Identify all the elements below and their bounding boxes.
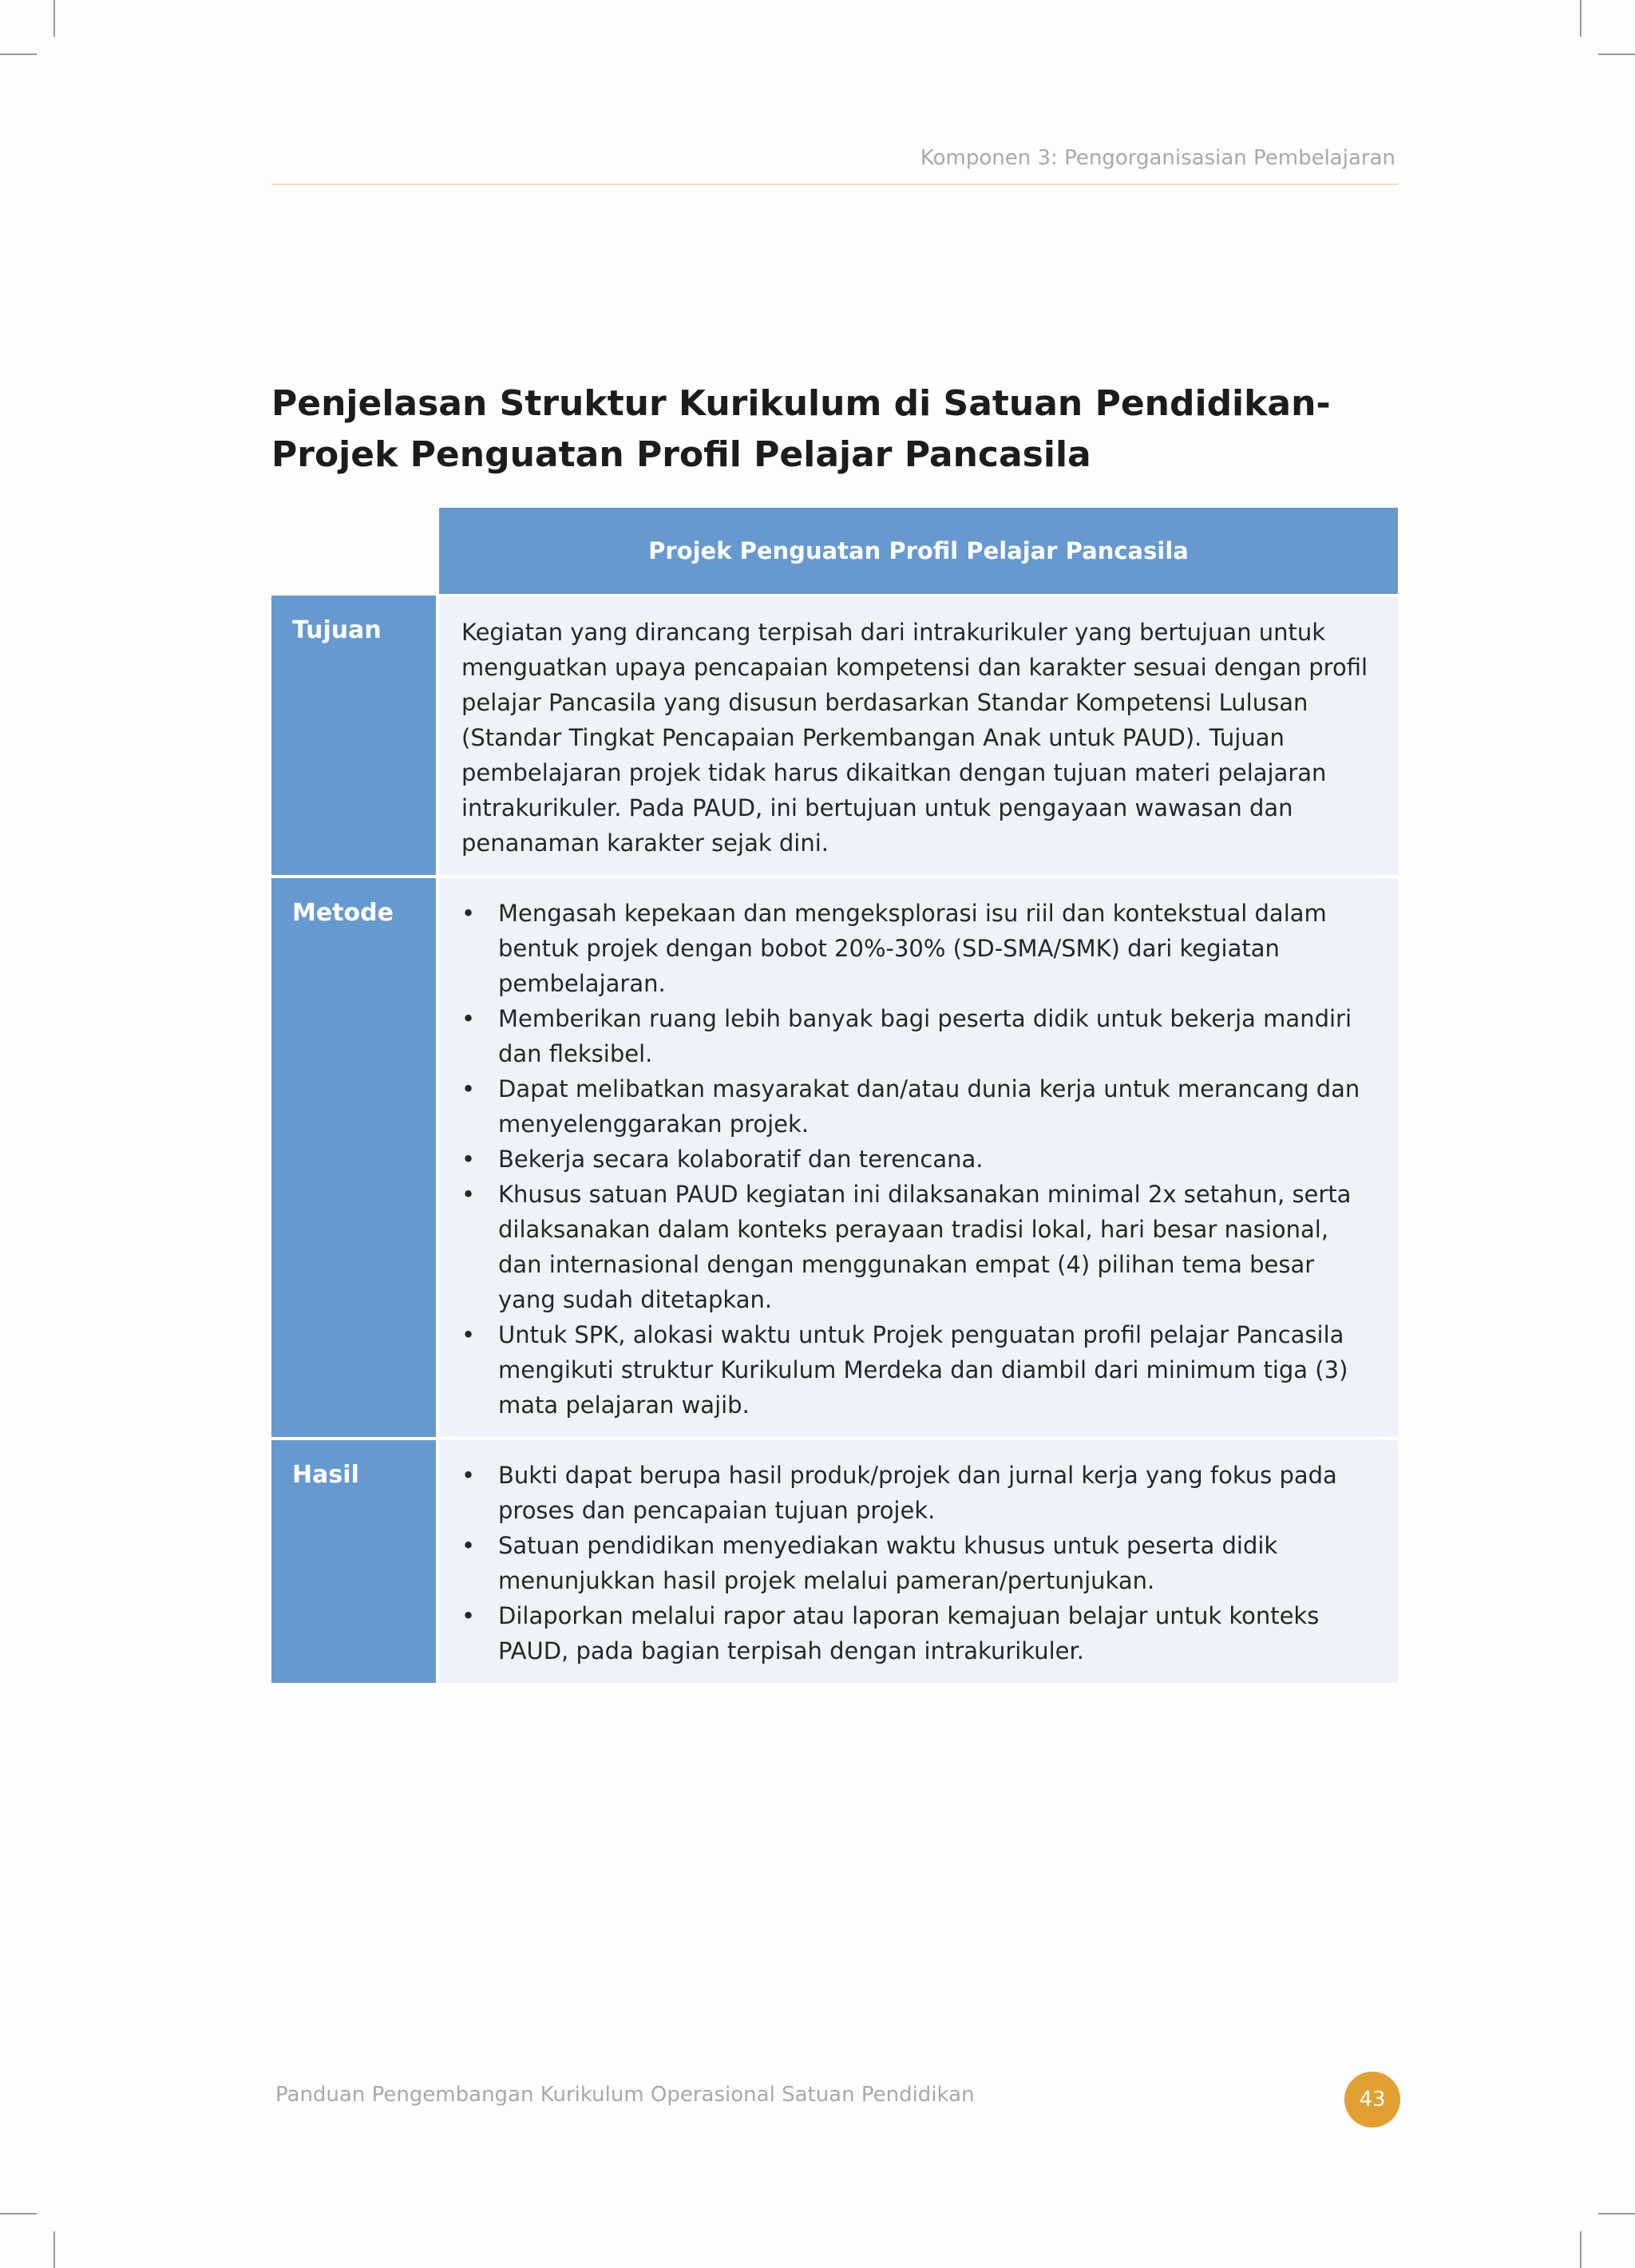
row-label-metode: Metode xyxy=(271,877,437,1439)
list-item: • Mengasah kepekaan dan mengeksplorasi isu riil dan kontekstual dalam bentuk projek dengan bobot 20%-30% (SD-SMA/SMK) dari kegiatan pembelajaran. xyxy=(461,896,1376,1001)
metode-list xyxy=(461,896,1376,1423)
crop-mark xyxy=(0,2213,37,2215)
column-header: Projek Penguatan Profil Pelajar Pancasila xyxy=(437,508,1398,596)
row-content-metode xyxy=(437,877,1398,1439)
row-label-hasil: Hasil xyxy=(271,1439,437,1684)
list-item: • Satuan pendidikan menyediakan waktu khusus untuk peserta didik menunjukkan hasil projek melalui pameran/pertunjukan. xyxy=(461,1528,1376,1598)
tujuan-text: Kegiatan yang dirancang terpisah dari intrakurikuler yang bertujuan untuk menguatkan upaya pencapaian kompetensi dan karakter sesuai dengan profil pelajar Pancasila yang disusun berdasarkan Standar Kompetensi Lulusan (Standar Tingkat Pencapaian Perkembangan Anak untuk PAUD). Tujuan pembelajaran projek tidak harus dikaitkan dengan tujuan materi pelajaran intrakurikuler. Pada PAUD, ini bertujuan untuk pengayaan wawasan dan penanaman karakter sejak dini. xyxy=(461,619,1368,857)
list-item: • Bukti dapat berupa hasil produk/projek dan jurnal kerja yang fokus pada proses dan pencapaian tujuan projek. xyxy=(461,1458,1376,1528)
header-divider xyxy=(271,184,1398,185)
crop-mark xyxy=(1598,53,1635,55)
page-title: Penjelasan Struktur Kurikulum di Satuan Pendidikan-Projek Penguatan Profil Pelajar Pancasila xyxy=(271,383,1331,475)
bullet-icon: • xyxy=(461,1532,476,1559)
crop-mark xyxy=(53,0,55,37)
list-item: • Memberikan ruang lebih banyak bagi peserta didik untuk bekerja mandiri dan fleksibel. xyxy=(461,1001,1376,1071)
bullet-icon: • xyxy=(461,900,476,927)
crop-mark xyxy=(53,2231,55,2268)
curriculum-structure-table xyxy=(271,508,1398,1686)
list-item: • Bekerja secara kolaboratif dan terencana. xyxy=(461,1142,1376,1177)
crop-mark xyxy=(1580,0,1582,37)
footer-text: Panduan Pengembangan Kurikulum Operasional Satuan Pendidikan xyxy=(275,2083,975,2107)
row-content-hasil xyxy=(437,1439,1398,1684)
bullet-icon: • xyxy=(461,1462,476,1489)
table-row-tujuan xyxy=(271,596,1398,877)
list-item: • Untuk SPK, alokasi waktu untuk Projek penguatan profil pelajar Pancasila mengikuti struktur Kurikulum Merdeka dan diambil dari minimum tiga (3) mata pelajaran wajib. xyxy=(461,1317,1376,1423)
hasil-list xyxy=(461,1458,1376,1668)
row-content-tujuan xyxy=(437,596,1398,877)
list-item: • Dapat melibatkan masyarakat dan/atau dunia kerja untuk merancang dan menyelenggarakan projek. xyxy=(461,1071,1376,1142)
list-item: • Dilaporkan melalui rapor atau laporan kemajuan belajar untuk konteks PAUD, pada bagian terpisah dengan intrakurikuler. xyxy=(461,1598,1376,1668)
bullet-icon: • xyxy=(461,1146,476,1173)
row-label-tujuan: Tujuan xyxy=(271,596,437,877)
bullet-icon: • xyxy=(461,1075,476,1102)
bullet-icon: • xyxy=(461,1005,476,1032)
bullet-icon: • xyxy=(461,1181,476,1208)
table-row-hasil xyxy=(271,1439,1398,1684)
empty-corner-cell xyxy=(271,508,437,596)
page-number-badge: 43 xyxy=(1344,2072,1400,2127)
crop-mark xyxy=(1598,2213,1635,2215)
crop-mark xyxy=(0,53,37,55)
crop-mark xyxy=(1580,2231,1582,2268)
bullet-icon: • xyxy=(461,1321,476,1348)
running-header: Komponen 3: Pengorganisasian Pembelajaran xyxy=(920,146,1395,170)
bullet-icon: • xyxy=(461,1602,476,1629)
list-item: • Khusus satuan PAUD kegiatan ini dilaksanakan minimal 2x setahun, serta dilaksanakan dalam konteks perayaan tradisi lokal, hari besar nasional, dan internasional dengan menggunakan empat (4) pilihan tema besar yang sudah ditetapkan. xyxy=(461,1177,1376,1317)
table-row-metode xyxy=(271,877,1398,1439)
table-header-row xyxy=(271,508,1398,596)
